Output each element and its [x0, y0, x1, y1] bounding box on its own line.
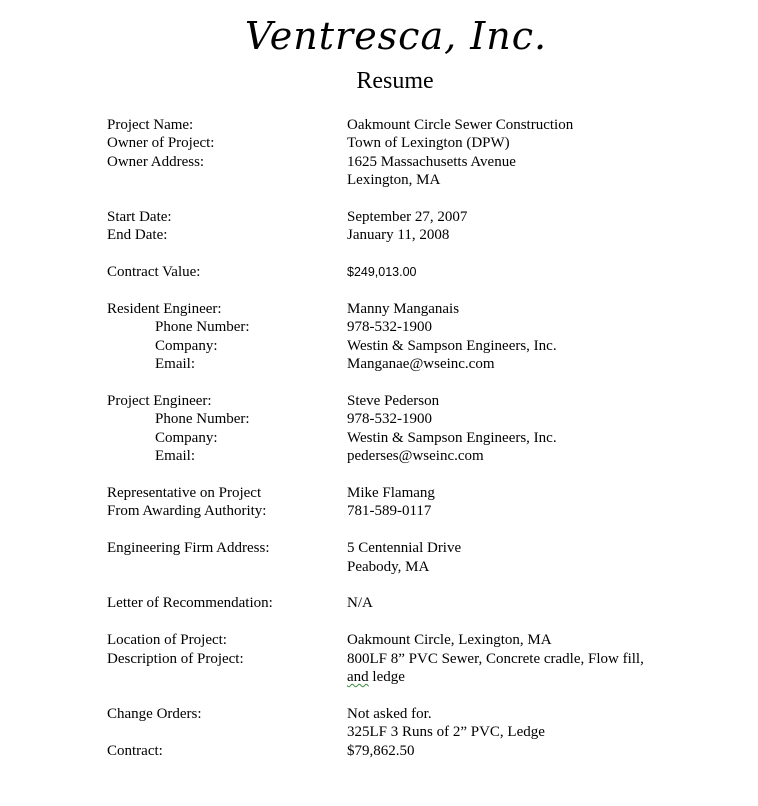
- engineering-firm-row-2: [0, 558, 758, 576]
- owner-address-line2: Lexington, MA: [347, 172, 441, 188]
- owner-address-row-2: [0, 171, 758, 189]
- contract-label: Contract:: [107, 743, 163, 759]
- project-engineer-phone: 978-532-1900: [347, 411, 432, 427]
- recommendation-value: N/A: [347, 595, 373, 611]
- owner-row: [0, 134, 758, 152]
- location-row: [0, 631, 758, 649]
- resident-engineer-phone: 978-532-1900: [347, 319, 432, 335]
- representative-row-2: [0, 502, 758, 520]
- engineering-firm-address-line2: Peabody, MA: [347, 559, 430, 575]
- document-title: Resume: [356, 68, 434, 94]
- description-line2-rest: ledge: [368, 669, 405, 685]
- engineering-firm-address-line1: 5 Centennial Drive: [347, 540, 462, 556]
- project-engineer-phone-label: Phone Number:: [155, 411, 250, 427]
- resident-engineer-company-row: [0, 337, 758, 355]
- company-name: Ventresca, Inc.: [244, 14, 548, 58]
- engineering-firm-label: Engineering Firm Address:: [107, 540, 270, 556]
- project-name-value: Oakmount Circle Sewer Construction: [347, 117, 574, 133]
- resident-engineer-company: Westin & Sampson Engineers, Inc.: [347, 338, 557, 354]
- owner-address-row: [0, 153, 758, 171]
- resident-engineer-phone-label: Phone Number:: [155, 319, 250, 335]
- change-orders-line2: 325LF 3 Runs of 2” PVC, Ledge: [347, 724, 545, 740]
- change-orders-line1: Not asked for.: [347, 706, 432, 722]
- project-engineer-company: Westin & Sampson Engineers, Inc.: [347, 430, 557, 446]
- project-name-label: Project Name:: [107, 117, 194, 133]
- engineering-firm-row: [0, 539, 758, 557]
- owner-value: Town of Lexington (DPW): [347, 135, 510, 151]
- project-engineer-label: Project Engineer:: [107, 393, 212, 409]
- contract-value-label: Contract Value:: [107, 264, 201, 280]
- project-engineer-email: pederses@wseinc.com: [347, 448, 484, 464]
- representative-label-line2: From Awarding Authority:: [107, 503, 267, 519]
- contract-value: $79,862.50: [347, 743, 415, 759]
- resident-engineer-phone-row: [0, 318, 758, 336]
- resident-engineer-email-label: Email:: [155, 356, 195, 372]
- start-date-value: September 27, 2007: [347, 209, 468, 225]
- representative-phone: 781-589-0117: [347, 503, 432, 519]
- project-engineer-company-row: [0, 429, 758, 447]
- start-date-row: [0, 208, 758, 226]
- project-engineer-name: Steve Pederson: [347, 393, 440, 409]
- owner-address-label: Owner Address:: [107, 154, 205, 170]
- project-engineer-row: [0, 392, 758, 410]
- end-date-row: [0, 226, 758, 244]
- spellcheck-word: and: [347, 669, 369, 685]
- change-orders-label: Change Orders:: [107, 706, 202, 722]
- location-value: Oakmount Circle, Lexington, MA: [347, 632, 552, 648]
- description-row-2: [0, 668, 758, 686]
- change-orders-row: [0, 705, 758, 723]
- description-row: [0, 650, 758, 668]
- project-engineer-phone-row: [0, 410, 758, 428]
- representative-row: [0, 484, 758, 502]
- contract-row: [0, 742, 758, 760]
- resident-engineer-row: [0, 300, 758, 318]
- project-engineer-company-label: Company:: [155, 430, 218, 446]
- description-label: Description of Project:: [107, 651, 244, 667]
- project-engineer-email-row: [0, 447, 758, 465]
- description-line2: [347, 668, 405, 686]
- representative-label-line1: Representative on Project: [107, 485, 262, 501]
- project-engineer-email-label: Email:: [155, 448, 195, 464]
- resident-engineer-email: Manganae@wseinc.com: [347, 356, 495, 372]
- start-date-label: Start Date:: [107, 209, 172, 225]
- contract-value-amount: $249,013.00: [347, 265, 417, 279]
- owner-address-line1: 1625 Massachusetts Avenue: [347, 154, 516, 170]
- resident-engineer-label: Resident Engineer:: [107, 301, 222, 317]
- resident-engineer-company-label: Company:: [155, 338, 218, 354]
- recommendation-label: Letter of Recommendation:: [107, 595, 273, 611]
- end-date-label: End Date:: [107, 227, 168, 243]
- project-name-row: [0, 116, 758, 134]
- resident-engineer-name: Manny Manganais: [347, 301, 460, 317]
- resident-engineer-email-row: [0, 355, 758, 373]
- location-label: Location of Project:: [107, 632, 227, 648]
- change-orders-row-2: [0, 723, 758, 741]
- recommendation-row: [0, 594, 758, 612]
- representative-name: Mike Flamang: [347, 485, 435, 501]
- end-date-value: January 11, 2008: [347, 227, 450, 243]
- description-line1: 800LF 8” PVC Sewer, Concrete cradle, Flow fill,: [347, 651, 644, 667]
- contract-value-row: [0, 263, 758, 281]
- owner-label: Owner of Project:: [107, 135, 215, 151]
